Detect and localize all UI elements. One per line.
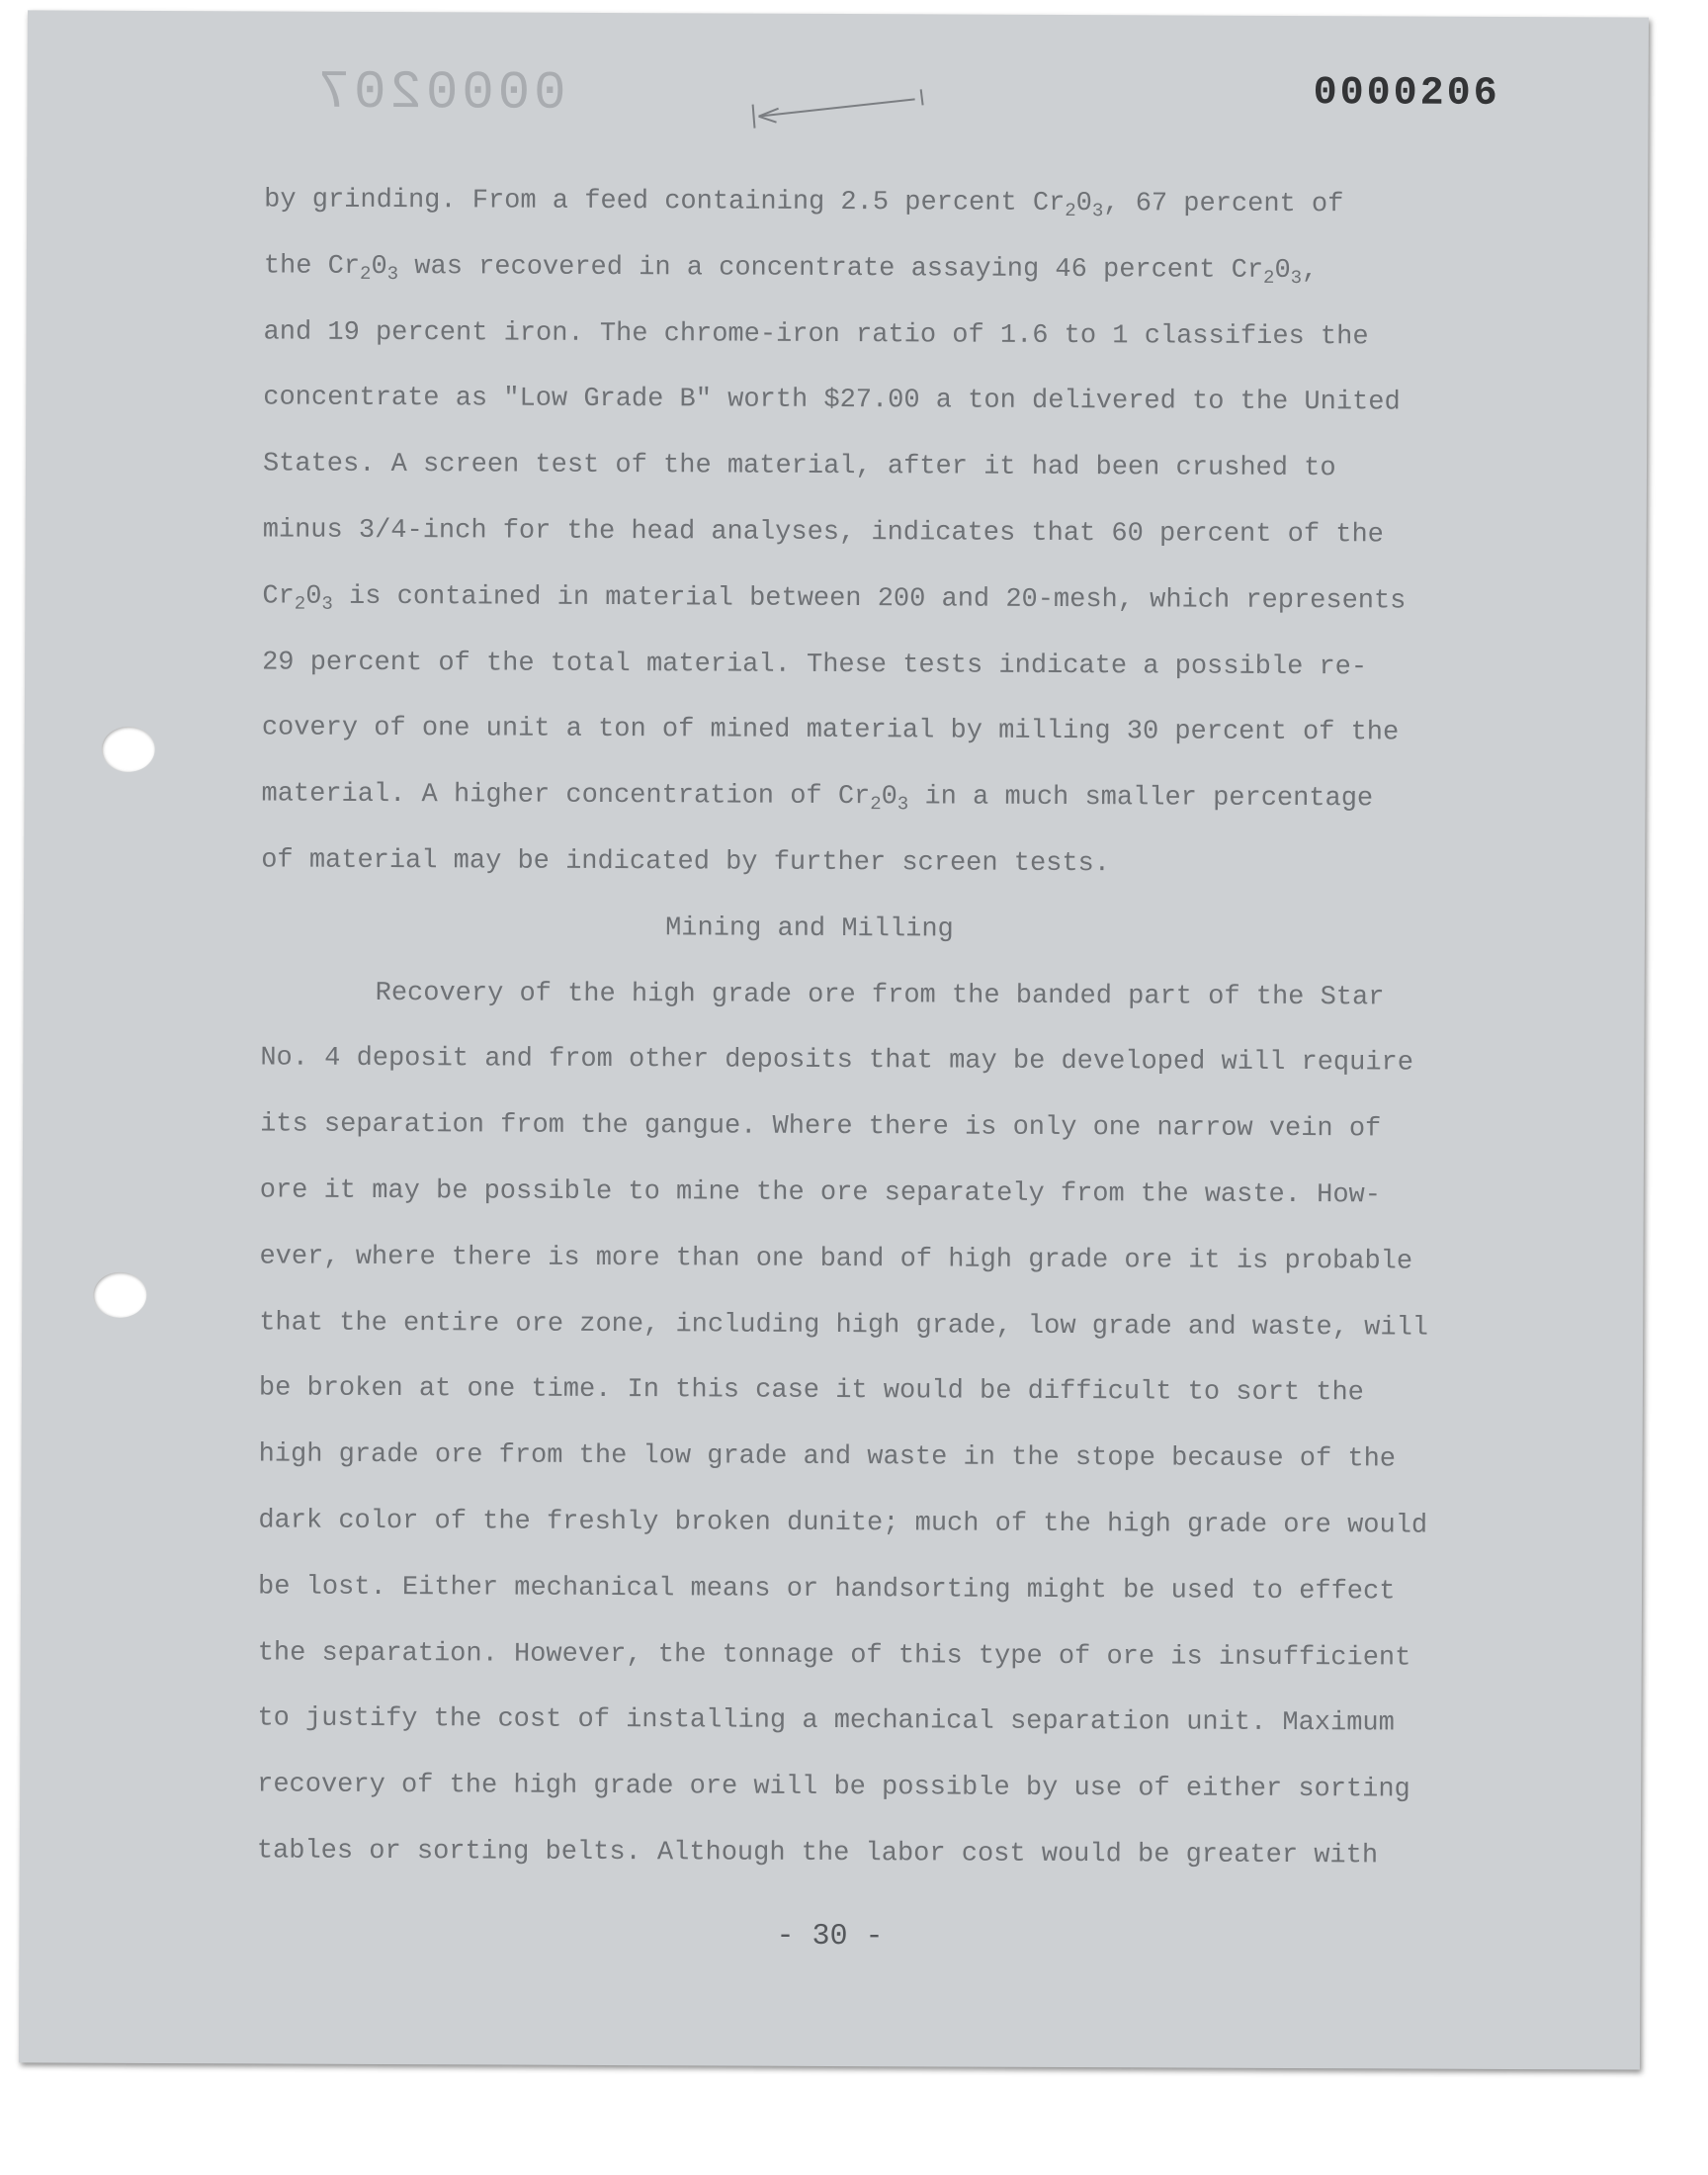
mirrored-stamp-number: 0000207 xyxy=(313,62,566,125)
pencil-arrow-mark xyxy=(738,83,936,143)
text-line: tables or sorting belts. Although the labor cost would be greater with xyxy=(256,1836,1379,1871)
document-page xyxy=(19,10,1649,2069)
text-line: recovery of the high grade ore will be possible by use of either sorting xyxy=(257,1770,1410,1805)
page-number: - 30 - xyxy=(776,1919,884,1955)
text-line: No. 4 deposit and from other deposits that may be developed will require xyxy=(260,1043,1414,1079)
text-line: 29 percent of the total material. These tests indicate a possible re- xyxy=(262,648,1368,682)
text-line: covery of one unit a ton of mined material by milling 30 percent of the xyxy=(261,713,1400,748)
text-line: be lost. Either mechanical means or handsorting might be used to effect xyxy=(257,1572,1396,1608)
body-text xyxy=(257,167,1510,1889)
text-line: material. A higher concentration of $Cr_20_3$ in a much smaller percentage xyxy=(261,779,1374,816)
text-line: its separation from the gangue. Where there is only one narrow vein of xyxy=(260,1109,1382,1145)
text-line: ore it may be possible to mine the ore separately from the waste. How- xyxy=(259,1175,1382,1211)
text-line: Recovery of the high grade ore from the banded part of the Star xyxy=(375,978,1385,1012)
text-line: to justify the cost of installing a mechanical separation unit. Maximum xyxy=(257,1703,1395,1739)
text-line: the separation. However, the tonnage of this type of ore is insufficient xyxy=(257,1637,1411,1674)
text-line: ever, where there is more than one band of high grade ore it is probable xyxy=(259,1242,1413,1277)
text-line: concentrate as "Low Grade B" worth $27.00 a ton delivered to the United xyxy=(263,383,1401,418)
text-line: dark color of the freshly broken dunite; much of the high grade ore would xyxy=(258,1506,1428,1541)
section-heading: Mining and Milling xyxy=(665,914,954,945)
text-line: and 19 percent iron. The chrome-iron ratio of 1.6 to 1 classifies the xyxy=(263,317,1369,352)
text-line: States. A screen test of the material, after it had been crushed to xyxy=(262,449,1336,484)
text-line: high grade ore from the low grade and waste in the stope because of the xyxy=(258,1439,1397,1475)
text-line: by grinding. From a feed containing 2.5 percent $Cr_20_3$, 67 percent of xyxy=(264,185,1344,222)
text-line: $Cr_20_3$ is contained in material between 200 and 20-mesh, which represents xyxy=(262,581,1407,617)
text-line: of material may be indicated by further screen tests. xyxy=(261,845,1111,880)
text-line: be broken at one time. In this case it would be difficult to sort the xyxy=(258,1373,1364,1409)
text-line: the $Cr_20_3$ was recovered in a concentrate assaying 46 percent $Cr_20_3$, xyxy=(263,251,1319,289)
text-line: minus 3/4-inch for the head analyses, indicates that 60 percent of the xyxy=(262,515,1384,551)
binder-hole xyxy=(102,727,155,772)
binder-hole xyxy=(93,1272,146,1318)
text-line: that the entire ore zone, including high grade, low grade and waste, will xyxy=(259,1308,1429,1344)
stamp-number: 0000206 xyxy=(1313,71,1500,117)
